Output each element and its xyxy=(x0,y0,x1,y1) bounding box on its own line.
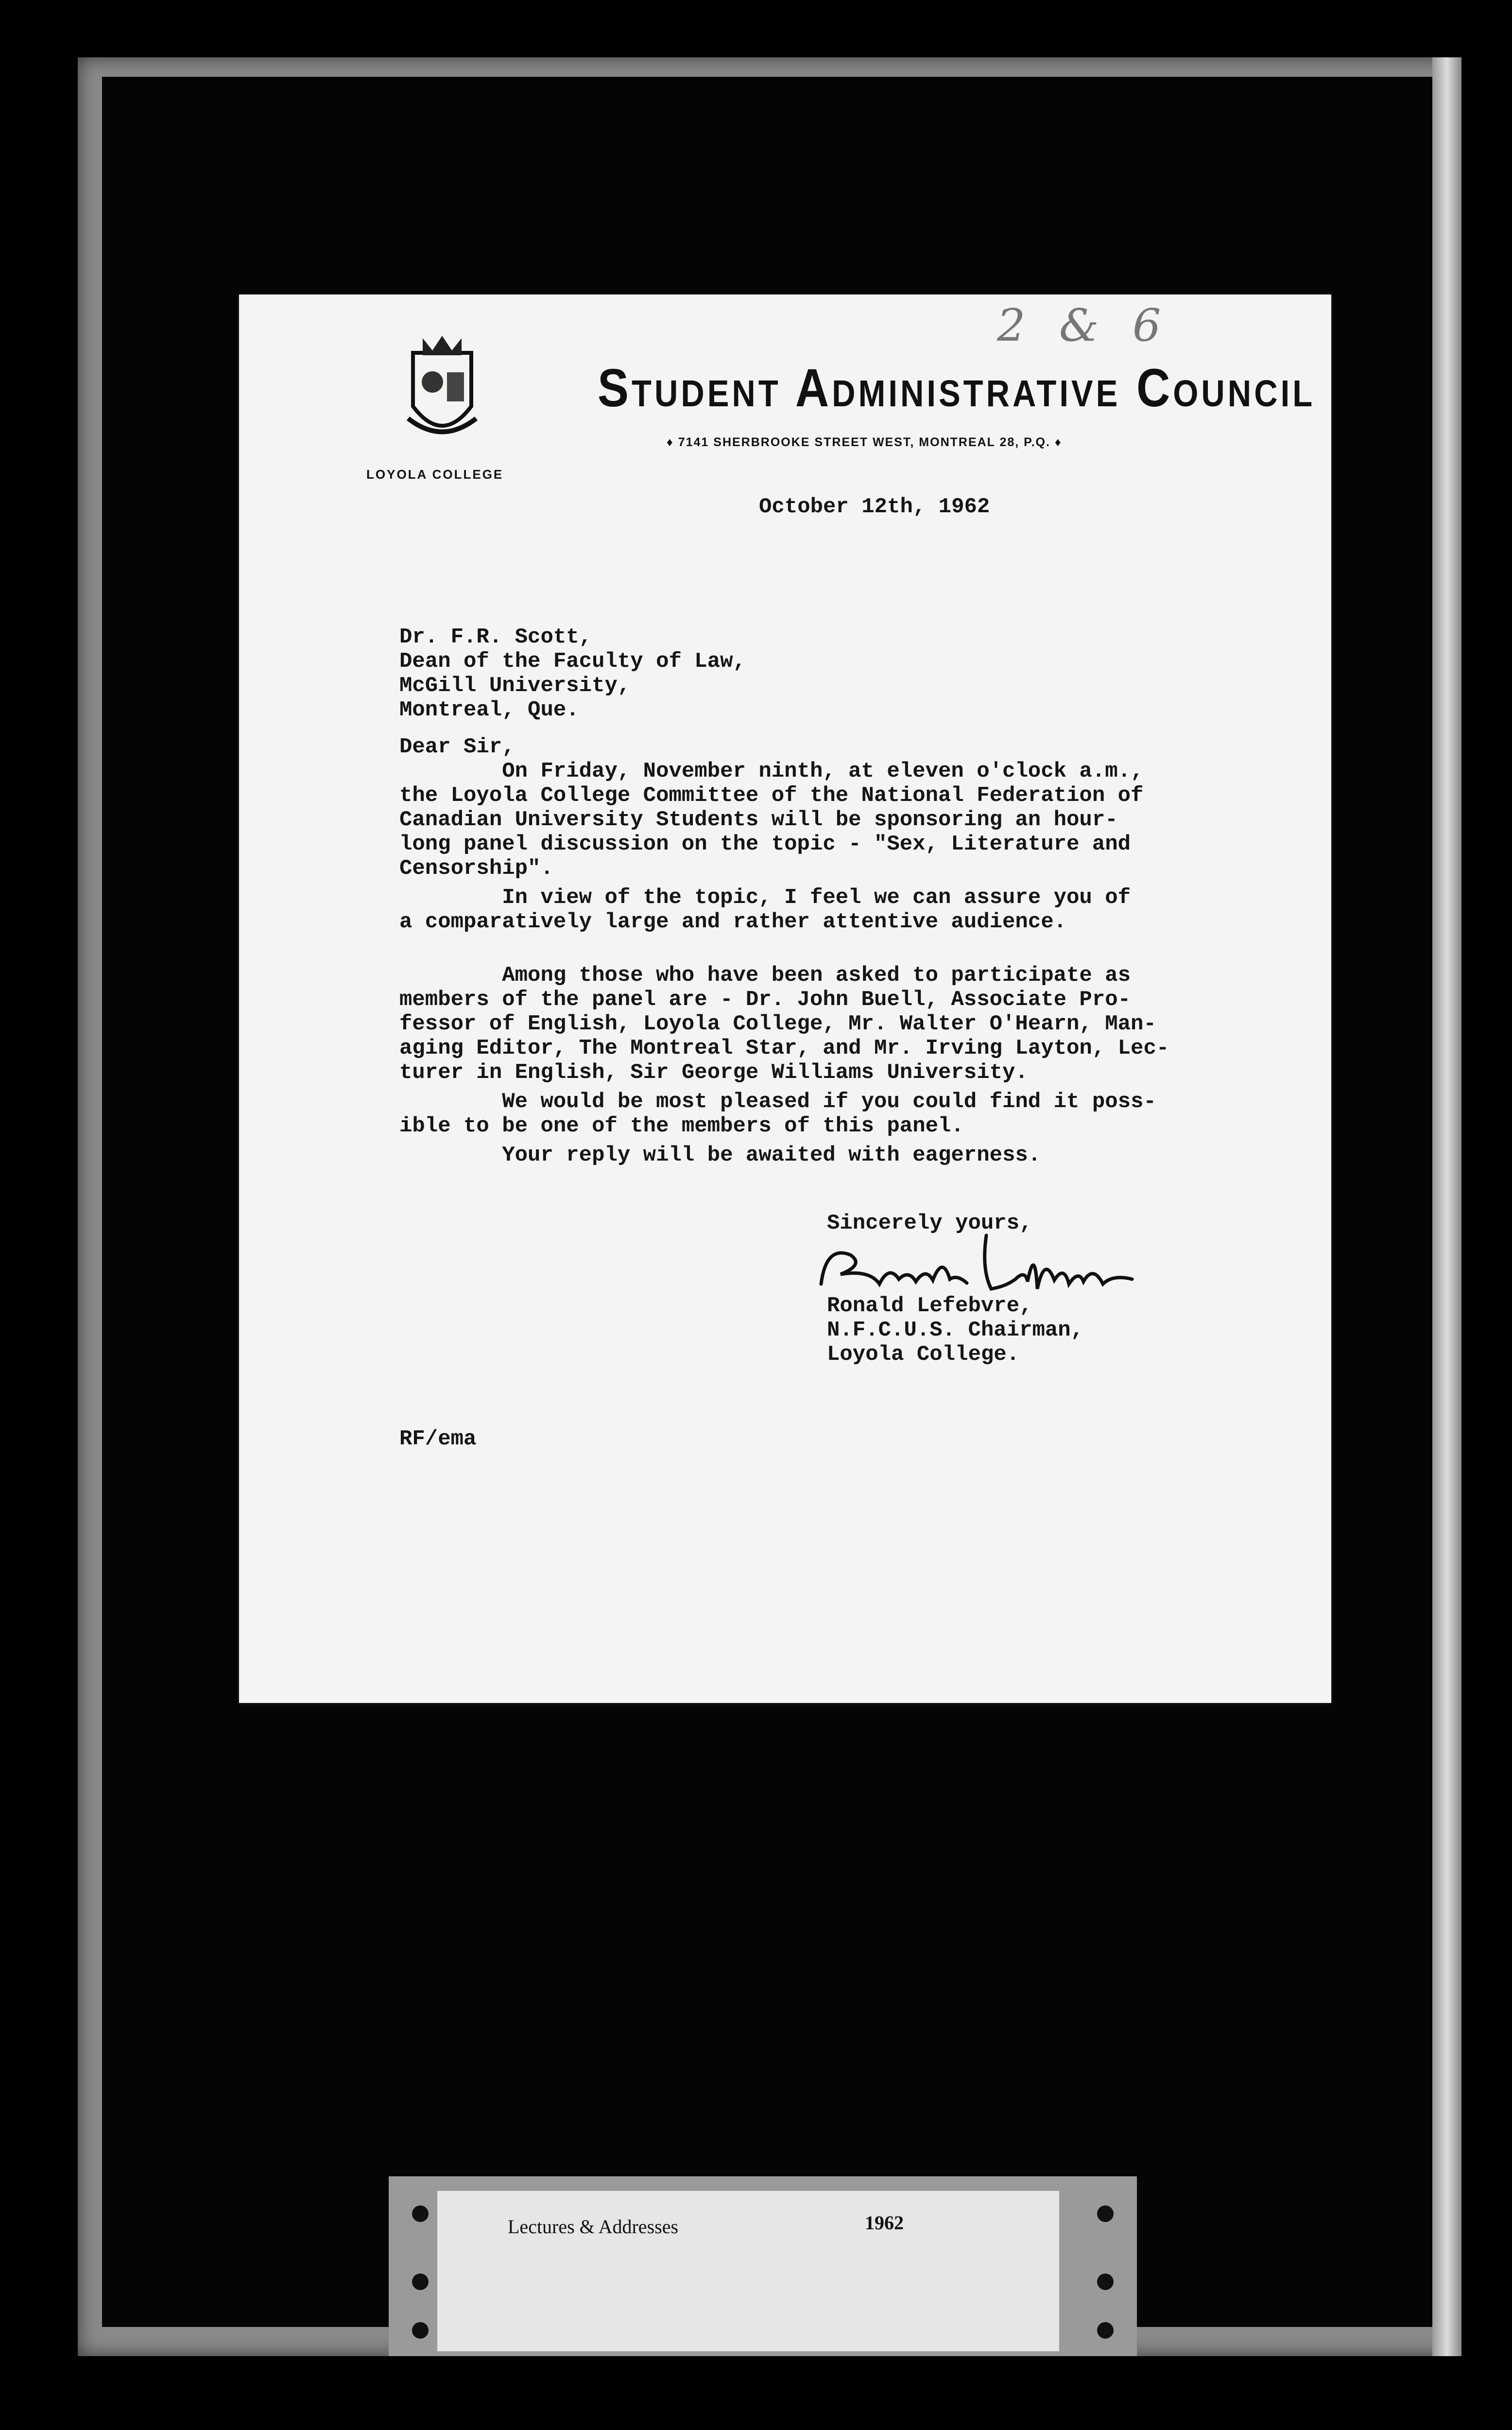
body-paragraph: Your reply will be awaited with eagerness. xyxy=(399,1143,1041,1167)
punch-hole-icon xyxy=(1097,2205,1114,2222)
recipient-line: McGill University, xyxy=(399,674,631,698)
recipient-line: Montreal, Que. xyxy=(399,698,579,722)
recipient-line: Dr. F.R. Scott, xyxy=(399,625,592,649)
letter-date: October 12th, 1962 xyxy=(759,495,990,519)
punch-hole-icon xyxy=(412,2322,429,2339)
punch-hole-icon xyxy=(1097,2322,1114,2339)
body-paragraph: In view of the topic, I feel we can assure you of a comparatively large and rather attentive audience. xyxy=(399,885,1131,934)
signer-line: Ronald Lefebvre, xyxy=(827,1294,1032,1318)
body-paragraph: We would be most pleased if you could find it poss- ible to be one of the members of this panel. xyxy=(399,1090,1156,1138)
archive-year: 1962 xyxy=(865,2212,904,2234)
archive-series: Lectures & Addresses xyxy=(508,2216,679,2238)
recipient-line: Dean of the Faculty of Law, xyxy=(399,649,746,674)
letter-page xyxy=(239,295,1331,1703)
punch-hole-icon xyxy=(412,2205,429,2222)
loyola-crest-icon xyxy=(394,333,491,450)
signer-line: N.F.C.U.S. Chairman, xyxy=(827,1318,1084,1342)
body-paragraph: On Friday, November ninth, at eleven o'clock a.m., the Loyola College Committee of the National Federation of Canadian University Students will be sponsoring an hour- long panel discussion on the topic - "Sex, Literature and Censorship". xyxy=(399,759,1144,881)
body-paragraph: Among those who have been asked to participate as members of the panel are - Dr. John Buell, Associate Pro- fessor of English, Loyola College, Mr. Walter O'Hearn, Man- aging Editor, The Montreal Star, and Mr. Irving Layton, Lec- turer in English, Sir George Williams University. xyxy=(399,963,1169,1085)
salutation: Dear Sir, xyxy=(399,735,515,759)
archive-label-card xyxy=(389,2176,1137,2356)
archive-label xyxy=(437,2191,1059,2351)
handwritten-note: 2 & 6 xyxy=(997,299,1171,351)
typist-initials: RF/ema xyxy=(399,1427,477,1451)
frame-edge xyxy=(1432,57,1461,2356)
college-name: LOYOLA COLLEGE xyxy=(366,467,504,482)
signer-block xyxy=(827,1294,1083,1367)
closing: Sincerely yours, xyxy=(827,1211,1032,1235)
recipient-block xyxy=(399,625,746,722)
punch-hole-icon xyxy=(1097,2274,1114,2290)
letterhead-title: Student Administrative Council xyxy=(598,358,1316,418)
signer-line: Loyola College. xyxy=(827,1342,1020,1367)
punch-hole-icon xyxy=(412,2274,429,2290)
letterhead-address: ♦ 7141 SHERBROOKE STREET WEST, MONTREAL 28, P.Q. ♦ xyxy=(667,435,1062,449)
